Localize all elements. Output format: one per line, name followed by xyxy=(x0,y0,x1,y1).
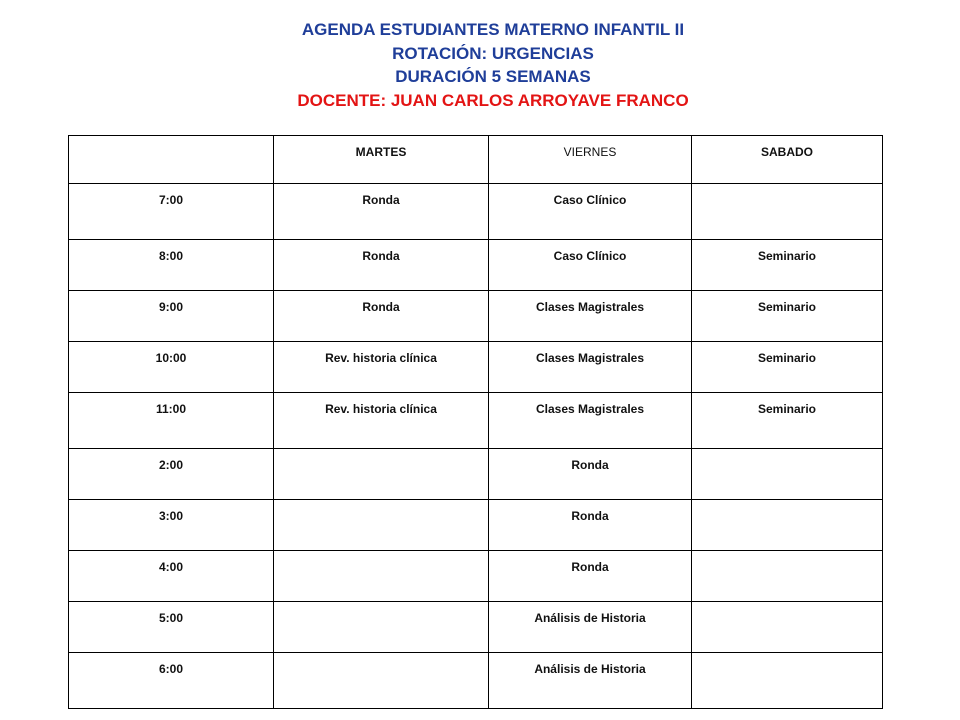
time-cell: 4:00 xyxy=(69,551,274,602)
sabado-cell: Seminario xyxy=(692,291,883,342)
time-cell: 7:00 xyxy=(69,184,274,240)
viernes-cell: Clases Magistrales xyxy=(489,291,692,342)
sabado-cell xyxy=(692,551,883,602)
martes-cell: Ronda xyxy=(274,184,489,240)
sabado-cell xyxy=(692,184,883,240)
table-row xyxy=(69,449,883,500)
viernes-cell: Caso Clínico xyxy=(489,240,692,291)
sabado-cell xyxy=(692,602,883,653)
header-cell-viernes: VIERNES xyxy=(489,136,692,184)
viernes-cell: Análisis de Historia xyxy=(489,653,692,709)
time-cell: 2:00 xyxy=(69,449,274,500)
time-cell: 10:00 xyxy=(69,342,274,393)
title-teacher: DOCENTE: JUAN CARLOS ARROYAVE FRANCO xyxy=(297,90,689,110)
martes-cell xyxy=(274,449,489,500)
title-rotation: ROTACIÓN: URGENCIAS xyxy=(392,43,594,63)
time-cell: 6:00 xyxy=(69,653,274,709)
martes-cell: Ronda xyxy=(274,240,489,291)
header-cell-time xyxy=(69,136,274,184)
table-row xyxy=(69,653,883,709)
sabado-cell: Seminario xyxy=(692,342,883,393)
schedule-table xyxy=(68,135,883,709)
viernes-cell: Ronda xyxy=(489,449,692,500)
title-program: AGENDA ESTUDIANTES MATERNO INFANTIL II xyxy=(301,20,685,39)
viernes-cell: Clases Magistrales xyxy=(489,393,692,449)
table-header-row xyxy=(69,136,883,184)
agenda-title xyxy=(0,18,960,112)
viernes-cell: Análisis de Historia xyxy=(489,602,692,653)
martes-cell: Rev. historia clínica xyxy=(274,393,489,449)
viernes-cell: Clases Magistrales xyxy=(489,342,692,393)
table-row xyxy=(69,342,883,393)
header-cell-martes: MARTES xyxy=(274,136,489,184)
table-row xyxy=(69,602,883,653)
sabado-cell xyxy=(692,653,883,709)
martes-cell xyxy=(274,551,489,602)
martes-cell: Rev. historia clínica xyxy=(274,342,489,393)
table-row xyxy=(69,240,883,291)
time-cell: 8:00 xyxy=(69,240,274,291)
viernes-cell: Ronda xyxy=(489,500,692,551)
time-cell: 3:00 xyxy=(69,500,274,551)
title-duration: DURACIÓN 5 SEMANAS xyxy=(395,67,591,86)
martes-cell xyxy=(274,602,489,653)
table-row xyxy=(69,393,883,449)
sabado-cell xyxy=(692,449,883,500)
martes-cell xyxy=(274,500,489,551)
sabado-cell: Seminario xyxy=(692,240,883,291)
viernes-cell: Caso Clínico xyxy=(489,184,692,240)
time-cell: 9:00 xyxy=(69,291,274,342)
table-row xyxy=(69,291,883,342)
viernes-cell: Ronda xyxy=(489,551,692,602)
time-cell: 11:00 xyxy=(69,393,274,449)
martes-cell: Ronda xyxy=(274,291,489,342)
sabado-cell xyxy=(692,500,883,551)
header-cell-sabado: SABADO xyxy=(692,136,883,184)
table-row xyxy=(69,551,883,602)
sabado-cell: Seminario xyxy=(692,393,883,449)
time-cell: 5:00 xyxy=(69,602,274,653)
martes-cell xyxy=(274,653,489,709)
table-row xyxy=(69,184,883,240)
table-row xyxy=(69,500,883,551)
